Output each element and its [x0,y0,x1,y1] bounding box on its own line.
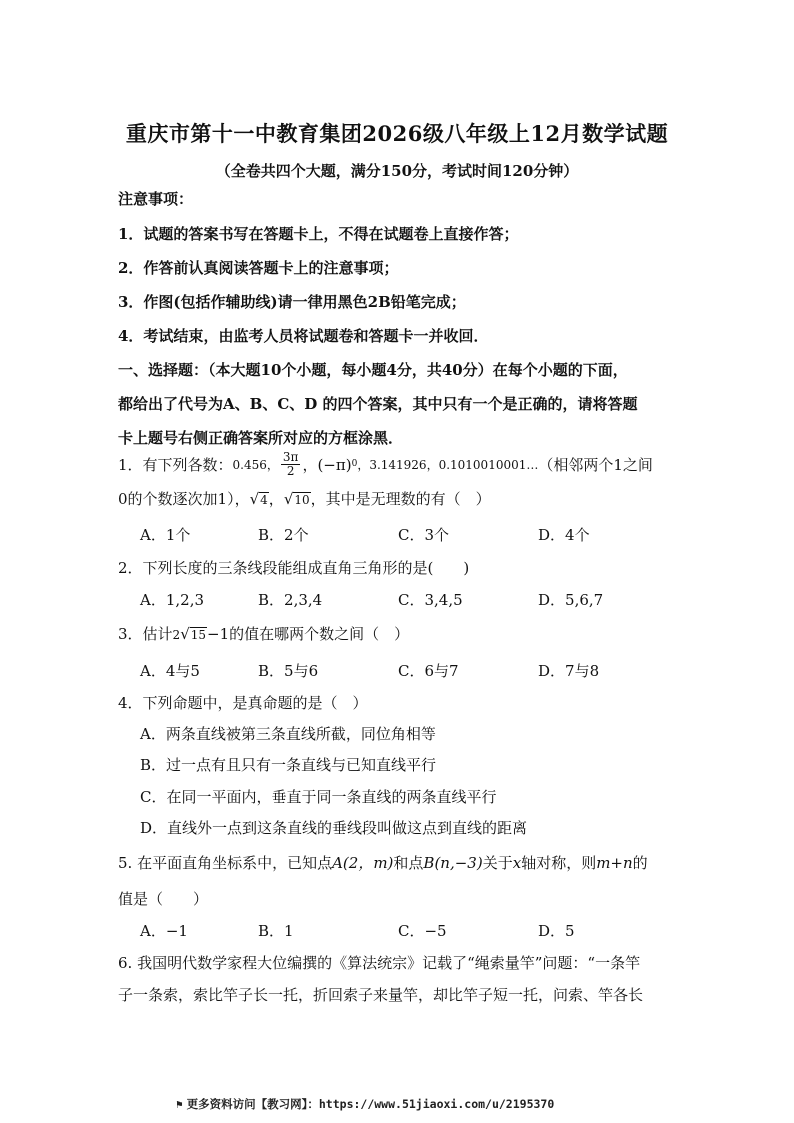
option-c: C．3,4,5 [398,591,463,609]
option-a: A．−1 [140,922,188,940]
section-heading: 一、选择题：（本大题10个小题，每小题4分，共40分）在每个小题的下面， [118,361,628,379]
q5-point-b: B(n,−3) [423,854,483,872]
option-d: D．5 [538,922,575,940]
q3-prefix: 3．估计 [118,625,173,643]
sqrt-icon: √ [283,490,294,508]
q5-expr: m+n [596,854,633,872]
notice-item: 2．作答前认真阅读答题卡上的注意事项； [118,259,399,277]
q1-text: 0的个数逐次加1）， [118,490,250,508]
option-d: D．7与8 [538,662,600,680]
footer [176,1096,554,1112]
question-1-line1 [118,446,678,482]
section-instruction: 卡上题号右侧正确答案所对应的方框涂黑． [118,429,404,447]
option-b: B．2个 [258,526,309,544]
option-a: A．1,2,3 [140,591,204,609]
q1-frac-num: 3π [282,449,299,464]
q5-text: 关于 [482,854,513,872]
question-5-line1 [118,852,678,873]
option-a: A．4与5 [140,662,200,680]
question-5-line2: 值是（ ） [118,890,209,908]
q3-radicand: 15 [190,628,207,642]
q1-numbers: ，3.141926，0.1010010001… [357,457,539,472]
q1-tail: （相邻两个1之间 [538,455,653,474]
sqrt-icon: √ [249,490,260,508]
q1-power: ，(−π) [302,455,352,474]
notice-item: 1．试题的答案书写在答题卡上，不得在试题卷上直接作答； [118,225,519,243]
q1-text: ，其中是无理数的有（ ） [310,490,491,508]
q1-sqrt-radicand: 4 [260,493,268,507]
notice-heading: 注意事项： [118,190,194,208]
q5-text: 轴对称，则 [521,854,597,872]
option-b: B．过一点有且只有一条直线与已知直线平行 [140,756,437,774]
q3-suffix: −1的值在哪两个数之间（ ） [207,625,410,643]
footer-link[interactable]: 更多资料访问【教习网】：https://www.51jiaoxi.com/u/2195370 [186,1097,555,1111]
q3-coef: 2 [172,628,181,642]
option-d: D．4个 [538,526,590,544]
q5-text: 5. 在平面直角坐标系中，已知点 [118,854,333,872]
question-1-line2 [118,488,678,509]
question-6-line2: 子一条索，索比竿子长一托，折回索子来量竿，却比竿子短一托，问索、竿各长 [118,986,644,1004]
q1-sqrt-radicand: 10 [294,493,310,507]
option-b: B．5与6 [258,662,319,680]
q1-text: ， [268,490,284,508]
option-a: A．两条直线被第三条直线所截，同位角相等 [140,725,436,743]
q5-axis: x [512,854,522,872]
question-6-line1: 6. 我国明代数学家程大位编撰的《算法统宗》记载了“绳索量竿”问题：“一条竿 [118,954,641,972]
q1-power-exp: 0 [351,459,358,469]
flag-icon: ⚑ [176,1098,183,1111]
notice-item: 3．作图(包括作辅助线)请一律用黑色2B铅笔完成； [118,293,466,311]
notice-item: 4．考试结束，由监考人员将试题卷和答题卡一并收回． [118,327,489,345]
option-c: C．6与7 [398,662,459,680]
q1-prefix: 1．有下列各数： [118,455,233,474]
option-b: B．1 [258,922,294,940]
q1-fraction [281,451,301,478]
sqrt-icon: √ [180,625,190,643]
option-b: B．2,3,4 [258,591,323,609]
q5-point-a: A(2，m) [332,854,394,872]
q5-text: 和点 [393,854,424,872]
option-a: A．1个 [140,526,191,544]
question-4: 4．下列命题中，是真命题的是（ ） [118,694,368,712]
question-2: 2．下列长度的三条线段能组成直角三角形的是( ) [118,559,470,577]
page-subtitle: （全卷共四个大题，满分150分，考试时间120分钟） [215,162,579,180]
option-c: C．在同一平面内，垂直于同一条直线的两条直线平行 [140,788,497,806]
q1-number: 0.456， [232,457,279,472]
question-3 [118,623,678,644]
section-instruction: 都给出了代号为A、B、C、D 的四个答案，其中只有一个是正确的，请将答题 [118,395,638,413]
q5-text: 的 [632,854,648,872]
option-c: C．−5 [398,922,447,940]
q1-frac-den: 2 [286,463,295,478]
option-d: D．5,6,7 [538,591,604,609]
page-title: 重庆市第十一中教育集团2026级八年级上12月数学试题 [125,121,669,146]
option-d: D．直线外一点到这条直线的垂线段叫做这点到直线的距离 [140,819,528,837]
option-c: C．3个 [398,526,450,544]
